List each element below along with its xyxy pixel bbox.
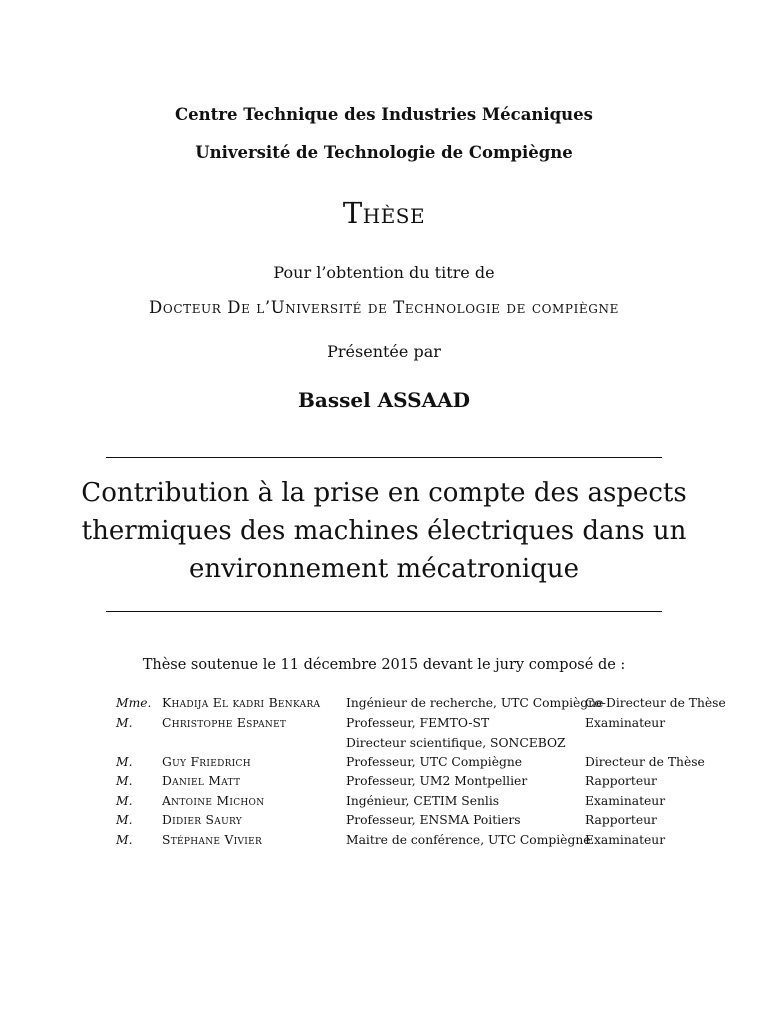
jury-row: [0, 696, 768, 715]
jury-row: [0, 794, 768, 813]
jury-member-role: Rapporteur: [585, 813, 657, 827]
thesis-label: Thèse: [342, 196, 426, 230]
jury-row: [0, 774, 768, 793]
jury-member-title: M.: [116, 774, 133, 788]
jury-member-position: Professeur, ENSMA Poitiers: [346, 813, 521, 827]
title-rule-top: [106, 457, 662, 458]
jury-member-role: Examinateur: [585, 794, 666, 808]
jury-member-position: Professeur, UTC Compiègne: [346, 755, 523, 769]
thesis-title: [60, 474, 708, 588]
presented-by: Présentée par: [327, 342, 441, 361]
jury-row: [0, 833, 768, 852]
jury-member-position: Professeur, FEMTO-ST: [346, 716, 490, 730]
jury-member-title: M.: [116, 755, 133, 769]
jury-member-role: Co-Directeur de Thèse: [585, 696, 726, 710]
jury-member-role: Directeur de Thèse: [585, 755, 705, 769]
jury-member-name: Daniel Matt: [162, 774, 241, 788]
jury-member-title: M.: [116, 794, 133, 808]
jury-member-name: Stéphane Vivier: [162, 833, 263, 847]
jury-member-role: Examinateur: [585, 833, 666, 847]
jury-member-position: Ingénieur de recherche, UTC Compiègne: [346, 696, 604, 710]
jury-member-title: M.: [116, 813, 133, 827]
obtention-text: Pour l’obtention du titre de: [273, 263, 495, 282]
thesis-title-line: environnement mécatronique: [188, 554, 580, 584]
jury-member-title: M.: [116, 716, 133, 730]
jury-member-title: Mme.: [116, 696, 152, 710]
jury-member-name: Didier Saury: [162, 813, 242, 827]
thesis-title-line: Contribution à la prise en compte des aspects: [81, 478, 687, 508]
thesis-title-line: thermiques des machines électriques dans un: [81, 516, 687, 546]
jury-member-position: Directeur scientifique, SONCEBOZ: [346, 736, 566, 750]
author-name: Bassel ASSAAD: [297, 388, 470, 412]
jury-row: [0, 716, 768, 735]
jury-member-name: Antoine Michon: [162, 794, 265, 808]
institution-cetim: Centre Technique des Industries Mécaniques: [175, 105, 593, 124]
institution-utc: Université de Technologie de Compiègne: [195, 143, 573, 162]
title-rule-bottom: [106, 611, 662, 612]
jury-member-name: Khadija El kadri Benkara: [162, 696, 321, 710]
jury-member-position: Maitre de conférence, UTC Compiègne: [346, 833, 591, 847]
jury-member-title: M.: [116, 833, 133, 847]
jury-member-name: Guy Friedrich: [162, 755, 251, 769]
jury-member-position: Professeur, UM2 Montpellier: [346, 774, 528, 788]
degree-title: Docteur De l’Université de Technologie de compiègne: [149, 298, 619, 317]
jury-row: [0, 755, 768, 774]
jury-row: [0, 736, 768, 755]
jury-member-role: Rapporteur: [585, 774, 657, 788]
jury-row: [0, 813, 768, 832]
defense-statement: Thèse soutenue le 11 décembre 2015 devant le jury composé de :: [142, 657, 626, 673]
jury-member-name: Christophe Espanet: [162, 716, 287, 730]
jury-member-role: Examinateur: [585, 716, 666, 730]
jury-member-position: Ingénieur, CETIM Senlis: [346, 794, 500, 808]
